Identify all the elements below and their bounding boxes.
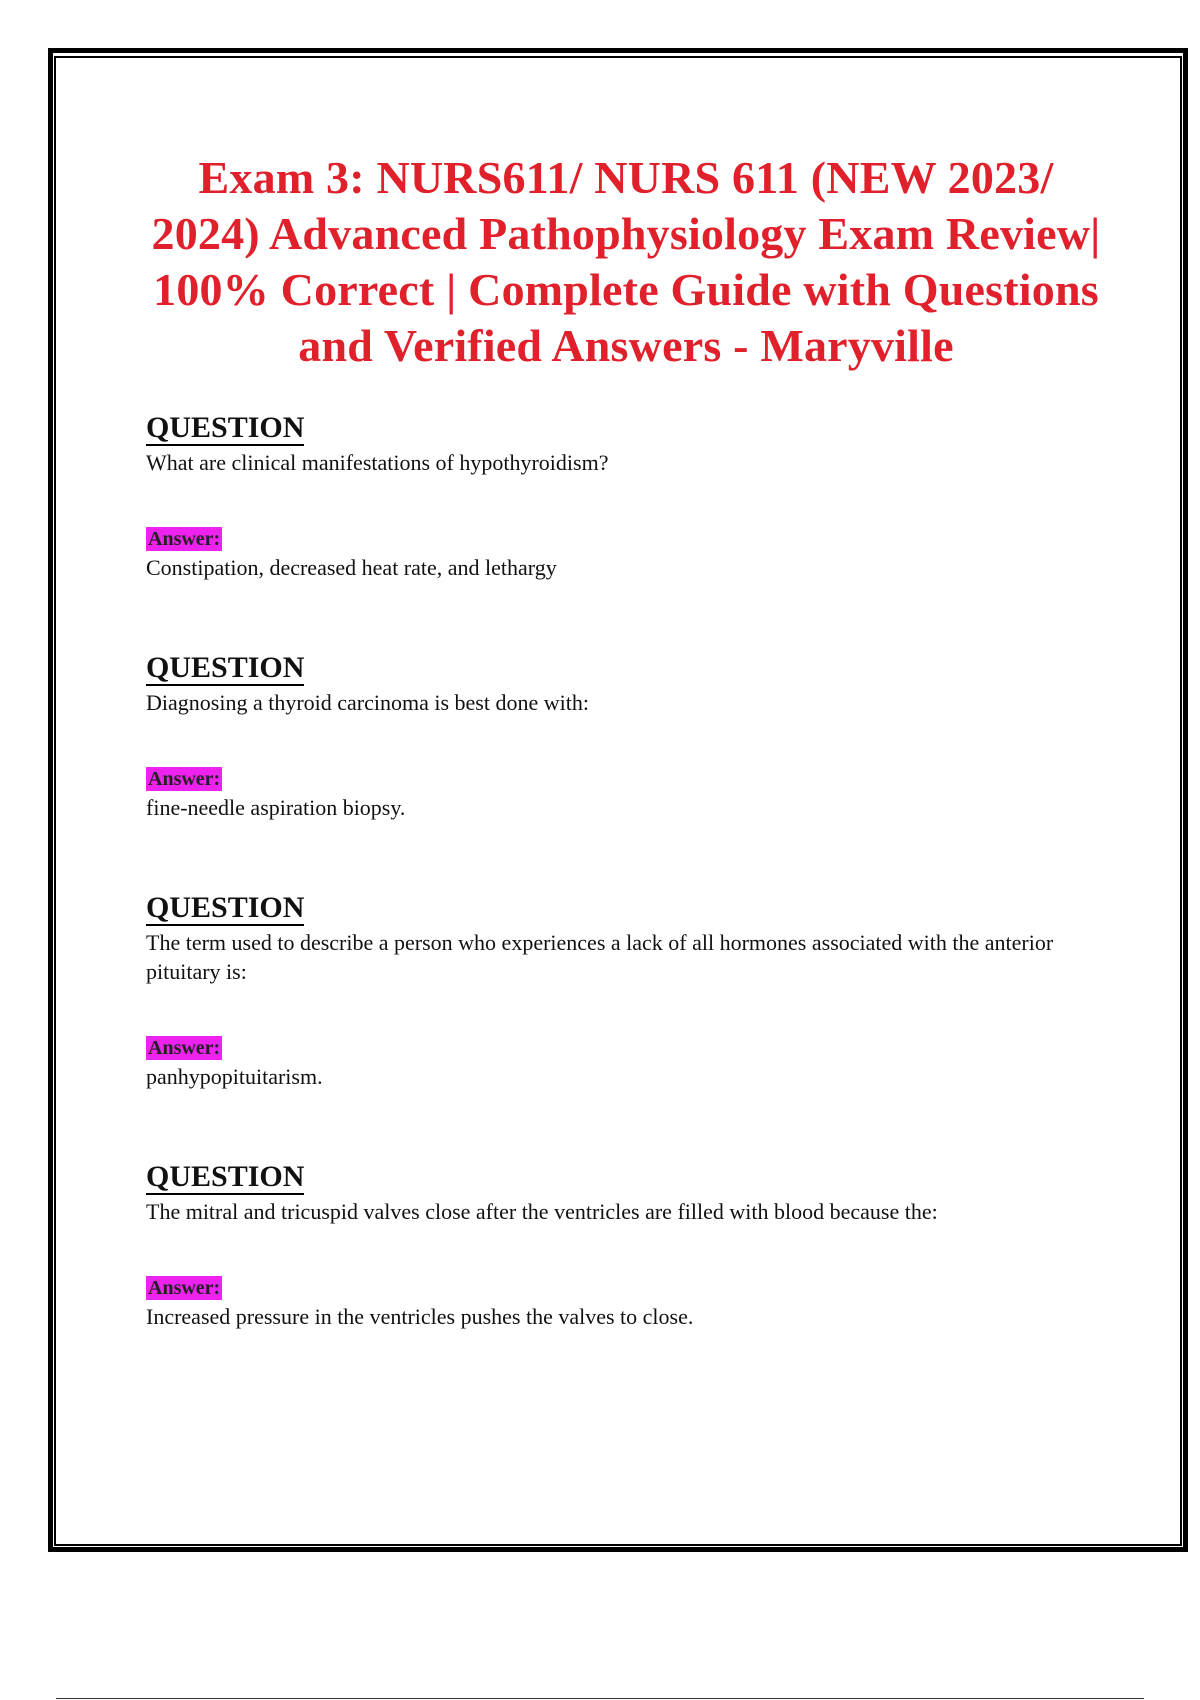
answer-label: Answer: (148, 528, 221, 550)
qa-item-2 (146, 652, 1106, 822)
question-text: Diagnosing a thyroid carcinoma is best done with: (146, 690, 589, 715)
document-body (146, 150, 1106, 1331)
question-heading: QUESTION (146, 1160, 305, 1193)
footer-divider (56, 1698, 1144, 1699)
question-text: What are clinical manifestations of hypothyroidism? (146, 450, 609, 475)
question-heading: QUESTION (146, 651, 305, 684)
answer-text: Constipation, decreased heat rate, and lethargy (146, 555, 557, 580)
question-text: The term used to describe a person who experiences a lack of all hormones associated with the anterior pituitary is: (146, 930, 1054, 984)
answer-label: Answer: (148, 768, 221, 790)
answer-text: Increased pressure in the ventricles pushes the valves to close. (146, 1304, 694, 1329)
qa-item-4 (146, 1161, 1106, 1331)
qa-item-3 (146, 892, 1106, 1091)
answer-label: Answer: (148, 1037, 221, 1059)
question-text: The mitral and tricuspid valves close after the ventricles are filled with blood because the: (146, 1199, 938, 1224)
answer-text: panhypopituitarism. (146, 1064, 323, 1089)
question-heading: QUESTION (146, 411, 305, 444)
document-title: Exam 3: NURS611/ NURS 611 (NEW 2023/ 2024) Advanced Pathophysiology Exam Review| 100% Correct | Complete Guide with Questions and Verified Answers - Maryville (151, 152, 1101, 371)
answer-text: fine-needle aspiration biopsy. (146, 795, 406, 820)
qa-item-1 (146, 412, 1106, 582)
question-heading: QUESTION (146, 891, 305, 924)
answer-label: Answer: (148, 1277, 221, 1299)
